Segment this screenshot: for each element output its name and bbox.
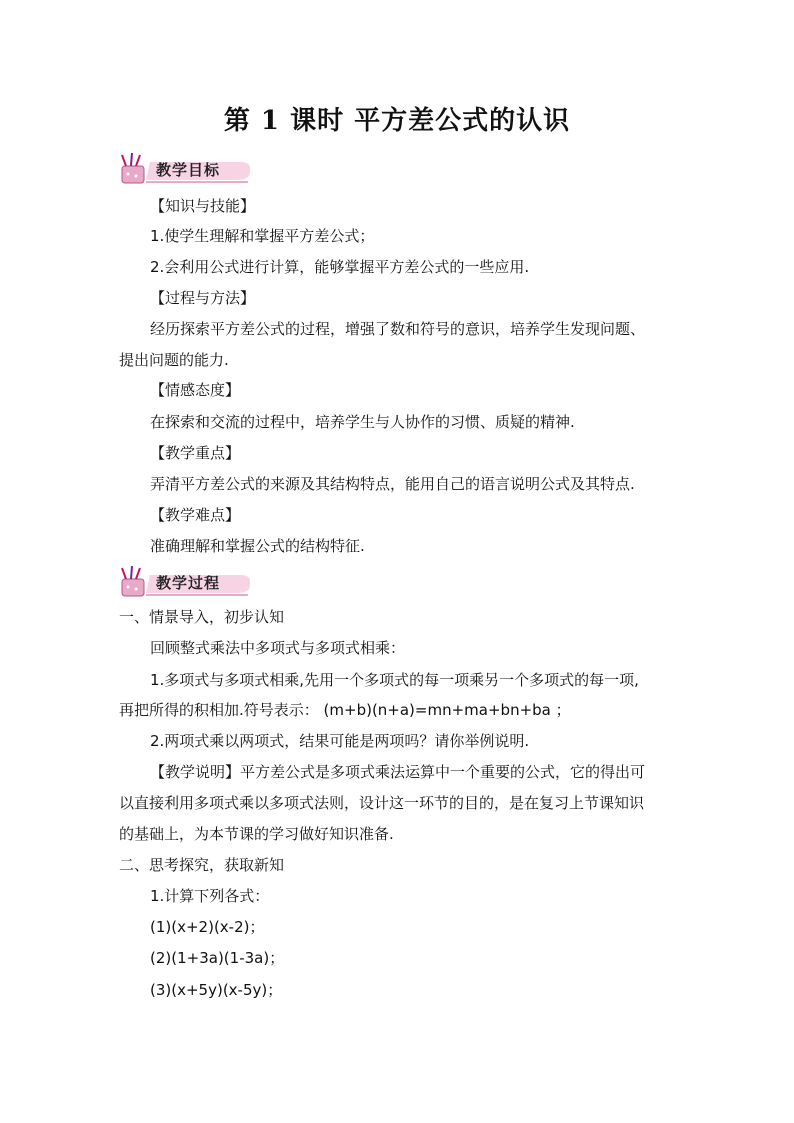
exercise-item-2: (2)(1+3a)(1-3a)； — [150, 949, 285, 967]
knowledge-item-1: 1.使学生理解和掌握平方差公式； — [150, 227, 375, 245]
review-intro: 回顾整式乘法中多项式与多项式相乘： — [150, 639, 406, 657]
exercise-item-1: (1)(x+2)(x-2)； — [150, 918, 265, 936]
teaching-note-2: 以直接利用多项式乘以多项式法则，设计这一环节的目的，是在复习上节课知识 — [119, 794, 645, 812]
section-badge-process — [116, 565, 256, 599]
section-title-process: 教学过程 — [156, 574, 221, 592]
key-point-text: 弄清平方差公式的来源及其结构特点，能用自己的语言说明公式及其特点. — [150, 475, 635, 493]
teaching-note-3: 的基础上，为本节课的学习做好知识准备. — [119, 825, 394, 843]
emotion-heading: 【情感态度】 — [150, 381, 241, 399]
part2-heading: 二、思考探究，获取新知 — [119, 856, 285, 874]
knowledge-heading: 【知识与技能】 — [150, 197, 256, 215]
knowledge-item-2: 2.会利用公式进行计算，能够掌握平方差公式的一些应用. — [150, 258, 530, 276]
difficulty-text: 准确理解和掌握公式的结构特征. — [150, 537, 365, 555]
page-title: 第 1 课时 平方差公式的认识 — [223, 106, 571, 136]
rule-text-2: 再把所得的积相加.符号表示： (m+b)(n+a)=mn+ma+bn+ba ； — [119, 701, 571, 719]
difficulty-heading: 【教学难点】 — [150, 506, 241, 524]
exercise-item-3: (3)(x+5y)(x-5y)； — [150, 981, 283, 999]
key-point-heading: 【教学重点】 — [150, 444, 241, 462]
process-method-heading: 【过程与方法】 — [150, 289, 256, 307]
emotion-text: 在探索和交流的过程中，培养学生与人协作的习惯、质疑的精神. — [150, 413, 575, 431]
section-title-goals: 教学目标 — [156, 161, 221, 179]
exercise-intro: 1.计算下列各式： — [150, 887, 270, 905]
teaching-note-1: 【教学说明】平方差公式是多项式乘法运算中一个重要的公式，它的得出可 — [150, 763, 646, 781]
part1-heading: 一、情景导入，初步认知 — [119, 608, 285, 626]
section-badge-goals — [116, 152, 256, 186]
rule-text-1: 1.多项式与多项式相乘,先用一个多项式的每一项乘另一个多项式的每一项, — [150, 671, 639, 689]
process-method-text-2: 提出问题的能力. — [119, 351, 229, 369]
question-text: 2.两项式乘以两项式，结果可能是两项吗？请你举例说明. — [150, 732, 530, 750]
process-method-text-1: 经历探索平方差公式的过程，增强了数和符号的意识，培养学生发现问题、 — [150, 320, 646, 338]
